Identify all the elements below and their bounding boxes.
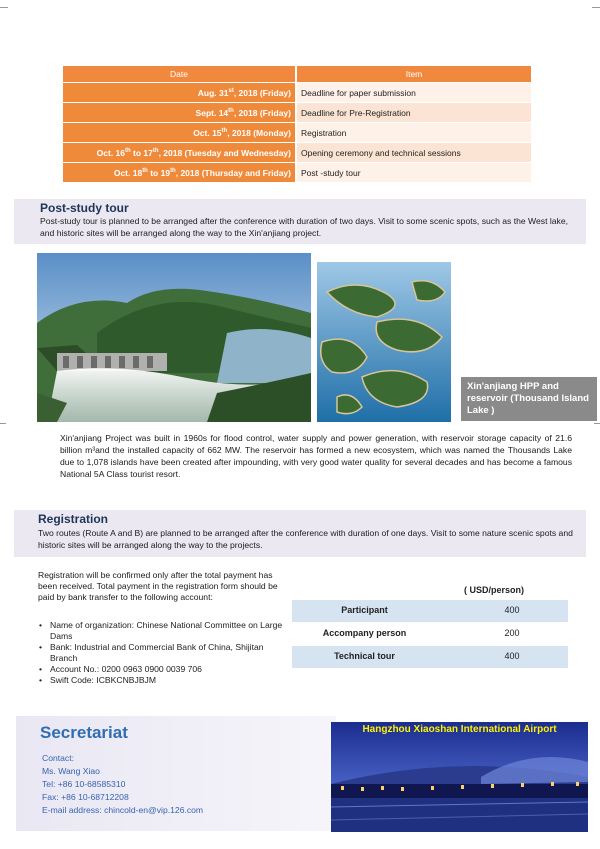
date-cell: Oct. 18th to 19th, 2018 (Thursday and Friday) xyxy=(63,163,296,183)
date-cell: Oct. 15th, 2018 (Monday) xyxy=(63,123,296,143)
table-row xyxy=(63,143,531,163)
contact-label: Contact: xyxy=(42,753,75,763)
island-photo xyxy=(317,262,451,422)
post-study-intro: Post-study tour is planned to be arranged after the conference with duration of two days. Visit to some scenic spots, such as the West lake, and historic sites will be arranged along the way to the Xin'anjiang project. xyxy=(40,216,569,238)
date-cell: Sept. 14th, 2018 (Friday) xyxy=(63,103,296,123)
fee-value: 200 xyxy=(504,628,520,638)
fee-row xyxy=(292,600,568,622)
fee-row xyxy=(292,623,568,645)
secretariat-title: Secretariat xyxy=(40,723,128,742)
schedule-table xyxy=(63,66,531,183)
account-list xyxy=(38,620,293,686)
contact-name: Ms. Wang Xiao xyxy=(42,766,100,776)
contact-fax: Fax: +86 10-68712208 xyxy=(42,792,129,802)
registration-intro: Two routes (Route A and B) are planned to be arranged after the conference with duration of one days. Visit to some nature scenic spots and historic sites will be arranged along the way to the projects. xyxy=(38,528,573,550)
item-cell: Deadline for paper submission xyxy=(296,83,531,103)
table-row xyxy=(63,163,531,183)
table-row xyxy=(63,123,531,143)
column-header-item: Item xyxy=(296,66,531,83)
list-item: • Account No.: 0200 0963 0900 0039 706 xyxy=(48,664,293,675)
fee-label: Participant xyxy=(341,605,388,615)
item-cell: Deadline for Pre-Registration xyxy=(296,103,531,123)
fee-value: 400 xyxy=(504,651,520,661)
item-cell: Registration xyxy=(296,123,531,143)
fee-label: Accompany person xyxy=(322,628,407,638)
table-header-row xyxy=(63,66,531,83)
list-item: • Swift Code: ICBKCNBJBJM xyxy=(48,675,293,686)
airport-label: Hangzhou Xiaoshan International Airport xyxy=(362,724,557,735)
column-header-date: Date xyxy=(63,66,296,83)
airport-photo xyxy=(331,722,588,832)
list-item: • Name of organization: Chinese National Committee on Large Dams xyxy=(48,620,293,642)
payment-text: Registration will be confirmed only after the total payment has been received. Total payment in the registration form should be paid by bank transfer to the following account: xyxy=(38,570,278,602)
xinanjiang-description: Xin'anjiang Project was built in 1960s for flood control, water supply and power generation, with reservoir storage capacity of 21.6 billion m³and the installed capacity of 662 MW. The reservoir has formed a new ecosystem, which was named the Thousands Lake due to 1,078 islands have been created after impounding, with very good water quality for several decades and has become a famous National 5A Class tourist resort. xyxy=(60,433,572,479)
item-cell: Opening ceremony and technical sessions xyxy=(296,143,531,163)
crop-mark xyxy=(0,423,6,424)
dam-photo xyxy=(37,253,311,422)
crop-mark xyxy=(0,7,8,8)
fee-row xyxy=(292,646,568,668)
post-study-title: Post-study tour xyxy=(40,201,129,215)
fee-value: 400 xyxy=(504,605,520,615)
crop-mark xyxy=(592,7,600,8)
fee-label: Technical tour xyxy=(334,651,395,661)
registration-title: Registration xyxy=(38,512,109,526)
list-item: • Bank: Industrial and Commercial Bank of China, Shijitan Branch xyxy=(48,642,293,664)
fee-unit-header: ( USD/person) xyxy=(464,585,525,595)
contact-tel: Tel: +86 10-68585310 xyxy=(42,779,126,789)
crop-mark xyxy=(594,423,600,424)
table-row xyxy=(63,103,531,123)
date-cell: Oct. 16th to 17th, 2018 (Tuesday and Wednesday) xyxy=(63,143,296,163)
date-cell: Aug. 31st, 2018 (Friday) xyxy=(63,83,296,103)
photo-caption: Xin'anjiang HPP and reservoir (Thousand Island Lake ) xyxy=(461,377,597,421)
item-cell: Post -study tour xyxy=(296,163,531,183)
table-row xyxy=(63,83,531,103)
contact-email[interactable]: E-mail address: chincold-en@vip.126.com xyxy=(42,805,204,815)
